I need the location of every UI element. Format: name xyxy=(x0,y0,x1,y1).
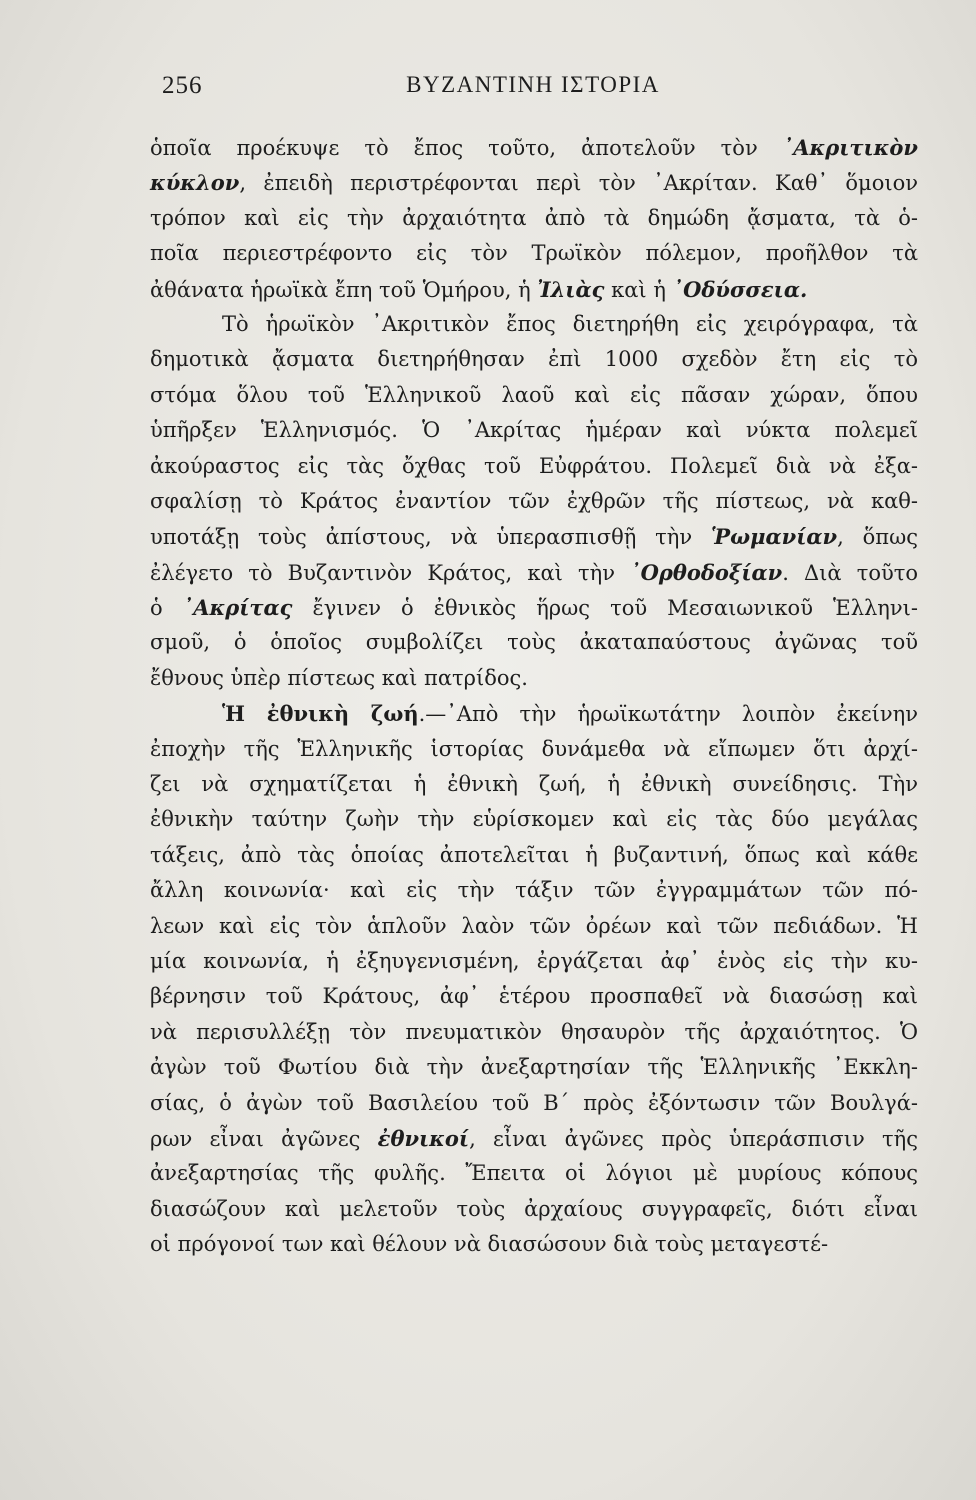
text-segment: στόμα ὅλου τοῦ Ἑλληνικοῦ λαοῦ καὶ εἰς πᾶσαν χώραν, ὅπου xyxy=(150,382,918,407)
text-line xyxy=(150,767,918,802)
running-title: ΒΥΖΑΝΤΙΝΗ ΙΣΤΟΡΙΑ xyxy=(406,72,660,97)
text-segment: ζει νὰ σχηματίζεται ἡ ἐθνικὴ ζωή, ἡ ἐθνικὴ συνείδησις. Τὴν xyxy=(150,772,918,797)
text-segment: ἀνεξαρτησίας τῆς φυλῆς. Ἔπειτα οἱ λόγιοι μὲ μυρίους κόπους xyxy=(150,1161,918,1186)
text-line xyxy=(150,1086,918,1121)
text-segment: μία κοινωνία, ἡ ἐξηυγενισμένη, ἐργάζεται ἀφ᾿ ἑνὸς εἰς τὴν κυ- xyxy=(150,948,918,973)
page-number: 256 xyxy=(162,72,203,99)
text-line xyxy=(150,165,918,200)
text-line xyxy=(150,802,918,837)
text-line xyxy=(150,1015,918,1050)
text-segment: Τὸ ἡρωϊκὸν ᾿Ακριτικὸν ἔπος διετηρήθη εἰς χειρόγραφα, τὰ xyxy=(222,311,918,336)
emphasis-text: ᾿Ορθοδοξίαν xyxy=(630,559,783,585)
text-line xyxy=(150,838,918,873)
text-line xyxy=(150,342,918,377)
text-segment: καὶ ἡ xyxy=(604,277,673,302)
body-text xyxy=(150,130,918,1263)
text-line xyxy=(150,1192,918,1227)
text-segment: σίας, ὁ ἀγὼν τοῦ Βασιλείου τοῦ Β΄ πρὸς ἐξόντωσιν τῶν Βουλγά- xyxy=(150,1090,918,1115)
emphasis-text: ᾿Ακριτικὸν xyxy=(782,135,918,160)
text-segment: , εἶναι ἀγῶνες πρὸς ὑπεράσπισιν τῆς xyxy=(469,1126,918,1151)
text-line xyxy=(150,979,918,1014)
text-line xyxy=(150,625,918,660)
text-segment: ὁ xyxy=(150,596,183,621)
emphasis-text: κύκλον xyxy=(150,170,240,196)
text-segment: .—᾿Απὸ τὴν ἡρωϊκωτάτην λοιπὸν ἐκείνην xyxy=(418,702,918,727)
text-line xyxy=(150,378,918,413)
text-segment: σφαλίσῃ τὸ Κράτος ἐναντίον τῶν ἐχθρῶν τῆς πίστεως, νὰ καθ- xyxy=(150,488,918,513)
text-segment: ὁποῖα προέκυψε τὸ ἔπος τοῦτο, ἀποτελοῦν τὸν xyxy=(150,136,783,160)
text-segment: δημοτικὰ ᾄσματα διετηρήθησαν ἐπὶ 1000 σχεδὸν ἔτη εἰς τὸ xyxy=(150,347,918,372)
text-segment: ποῖα περιεστρέφοντο εἰς τὸν Τρωϊκὸν πόλεμον, προῆλθον τὰ xyxy=(150,241,918,266)
text-line xyxy=(150,555,918,590)
text-segment: νὰ περισυλλέξῃ τὸν πνευματικὸν θησαυρὸν τῆς ἀρχαιότητος. Ὁ xyxy=(150,1019,918,1044)
emphasis-text: Ἰλιὰς xyxy=(537,276,605,302)
emphasis-text: Ῥωμανίαν xyxy=(711,524,838,550)
text-segment: ἔγινεν ὁ ἐθνικὸς ἥρως τοῦ Μεσαιωνικοῦ Ἑλληνι- xyxy=(292,596,918,621)
emphasis-text: ἐθνικοί xyxy=(377,1125,470,1151)
text-line xyxy=(150,484,918,519)
text-segment: τρόπον καὶ εἰς τὴν ἀρχαιότητα ἀπὸ τὰ δημώδη ᾄσματα, τὰ ὁ- xyxy=(150,205,918,230)
text-line xyxy=(150,590,918,625)
text-line xyxy=(150,909,918,944)
text-segment: ρων εἶναι ἀγῶνες xyxy=(150,1126,378,1151)
text-line xyxy=(150,1227,918,1262)
text-segment: τάξεις, ἀπὸ τὰς ὁποίας ἀποτελεῖται ἡ βυζαντινή, ὅπως καὶ κάθε xyxy=(150,842,918,867)
text-line xyxy=(150,1121,918,1156)
text-line xyxy=(150,696,918,731)
text-segment: διασώζουν καὶ μελετοῦν τοὺς ἀρχαίους συγγραφεῖς, διότι εἶναι xyxy=(150,1196,918,1221)
emphasis-text: Ἡ ἐθνικὴ ζωή xyxy=(222,701,419,727)
text-segment: σμοῦ, ὁ ὁποῖος συμβολίζει τοὺς ἀκαταπαύστους ἀγῶνας τοῦ xyxy=(150,630,918,655)
text-segment: , ἐπειδὴ περιστρέφονται περὶ τὸν ᾿Ακρίταν. Καθ᾿ ὅμοιον xyxy=(239,171,918,196)
text-segment: οἱ πρόγονοί των καὶ θέλουν νὰ διασώσουν διὰ τοὺς μεταγεστέ- xyxy=(150,1232,829,1257)
text-segment: ἔθνους ὑπὲρ πίστεως καὶ πατρίδος. xyxy=(150,665,528,690)
text-line xyxy=(150,732,918,767)
text-segment: υποτάξῃ τοὺς ἀπίστους, νὰ ὑπερασπισθῇ τὴν xyxy=(150,525,711,550)
text-line xyxy=(150,307,918,342)
text-line xyxy=(150,236,918,271)
text-line xyxy=(150,661,918,696)
text-line xyxy=(150,873,918,908)
text-line xyxy=(150,201,918,236)
text-segment: ἐλέγετο τὸ Βυζαντινὸν Κράτος, καὶ τὴν xyxy=(150,560,631,585)
page-header xyxy=(148,72,918,108)
text-segment: ἀγὼν τοῦ Φωτίου διὰ τὴν ἀνεξαρτησίαν τῆς Ἑλληνικῆς ᾿Εκκλη- xyxy=(150,1055,918,1080)
emphasis-text: ᾿Ακρίτας xyxy=(182,595,293,621)
text-line xyxy=(150,413,918,448)
text-segment: ἀκούραστος εἰς τὰς ὄχθας τοῦ Εὐφράτου. Πολεμεῖ διὰ νὰ ἐξα- xyxy=(150,453,918,478)
text-segment: . Διὰ τοῦτο xyxy=(782,560,918,585)
text-segment: βέρνησιν τοῦ Κράτους, ἀφ᾿ ἑτέρου προσπαθεῖ νὰ διασώσῃ καὶ xyxy=(150,984,918,1009)
text-segment: ἄλλη κοινωνία· καὶ εἰς τὴν τάξιν τῶν ἐγγραμμάτων τῶν πό- xyxy=(150,878,918,903)
text-line xyxy=(150,519,918,554)
text-line xyxy=(150,944,918,979)
text-segment: ἀθάνατα ἡρωϊκὰ ἔπη τοῦ Ὁμήρου, ἡ xyxy=(150,277,538,302)
text-line xyxy=(150,130,918,165)
text-line xyxy=(150,449,918,484)
text-segment: λεων καὶ εἰς τὸν ἁπλοῦν λαὸν τῶν ὀρέων καὶ τῶν πεδιάδων. Ἡ xyxy=(150,913,918,938)
emphasis-text: ᾿Οδύσσεια. xyxy=(672,276,808,302)
text-segment: , ὅπως xyxy=(837,525,918,550)
text-segment: ὑπῆρξεν Ἑλληνισμός. Ὁ ᾿Ακρίτας ἡμέραν καὶ νύκτα πολεμεῖ xyxy=(150,418,918,443)
text-line xyxy=(150,1156,918,1191)
text-line xyxy=(150,272,918,307)
text-segment: ἐποχὴν τῆς Ἑλληνικῆς ἱστορίας δυνάμεθα νὰ εἴπωμεν ὅτι ἀρχί- xyxy=(150,736,918,761)
text-line xyxy=(150,1050,918,1085)
text-segment: ἐθνικὴν ταύτην ζωὴν τὴν εὑρίσκομεν καὶ εἰς τὰς δύο μεγάλας xyxy=(150,807,918,832)
